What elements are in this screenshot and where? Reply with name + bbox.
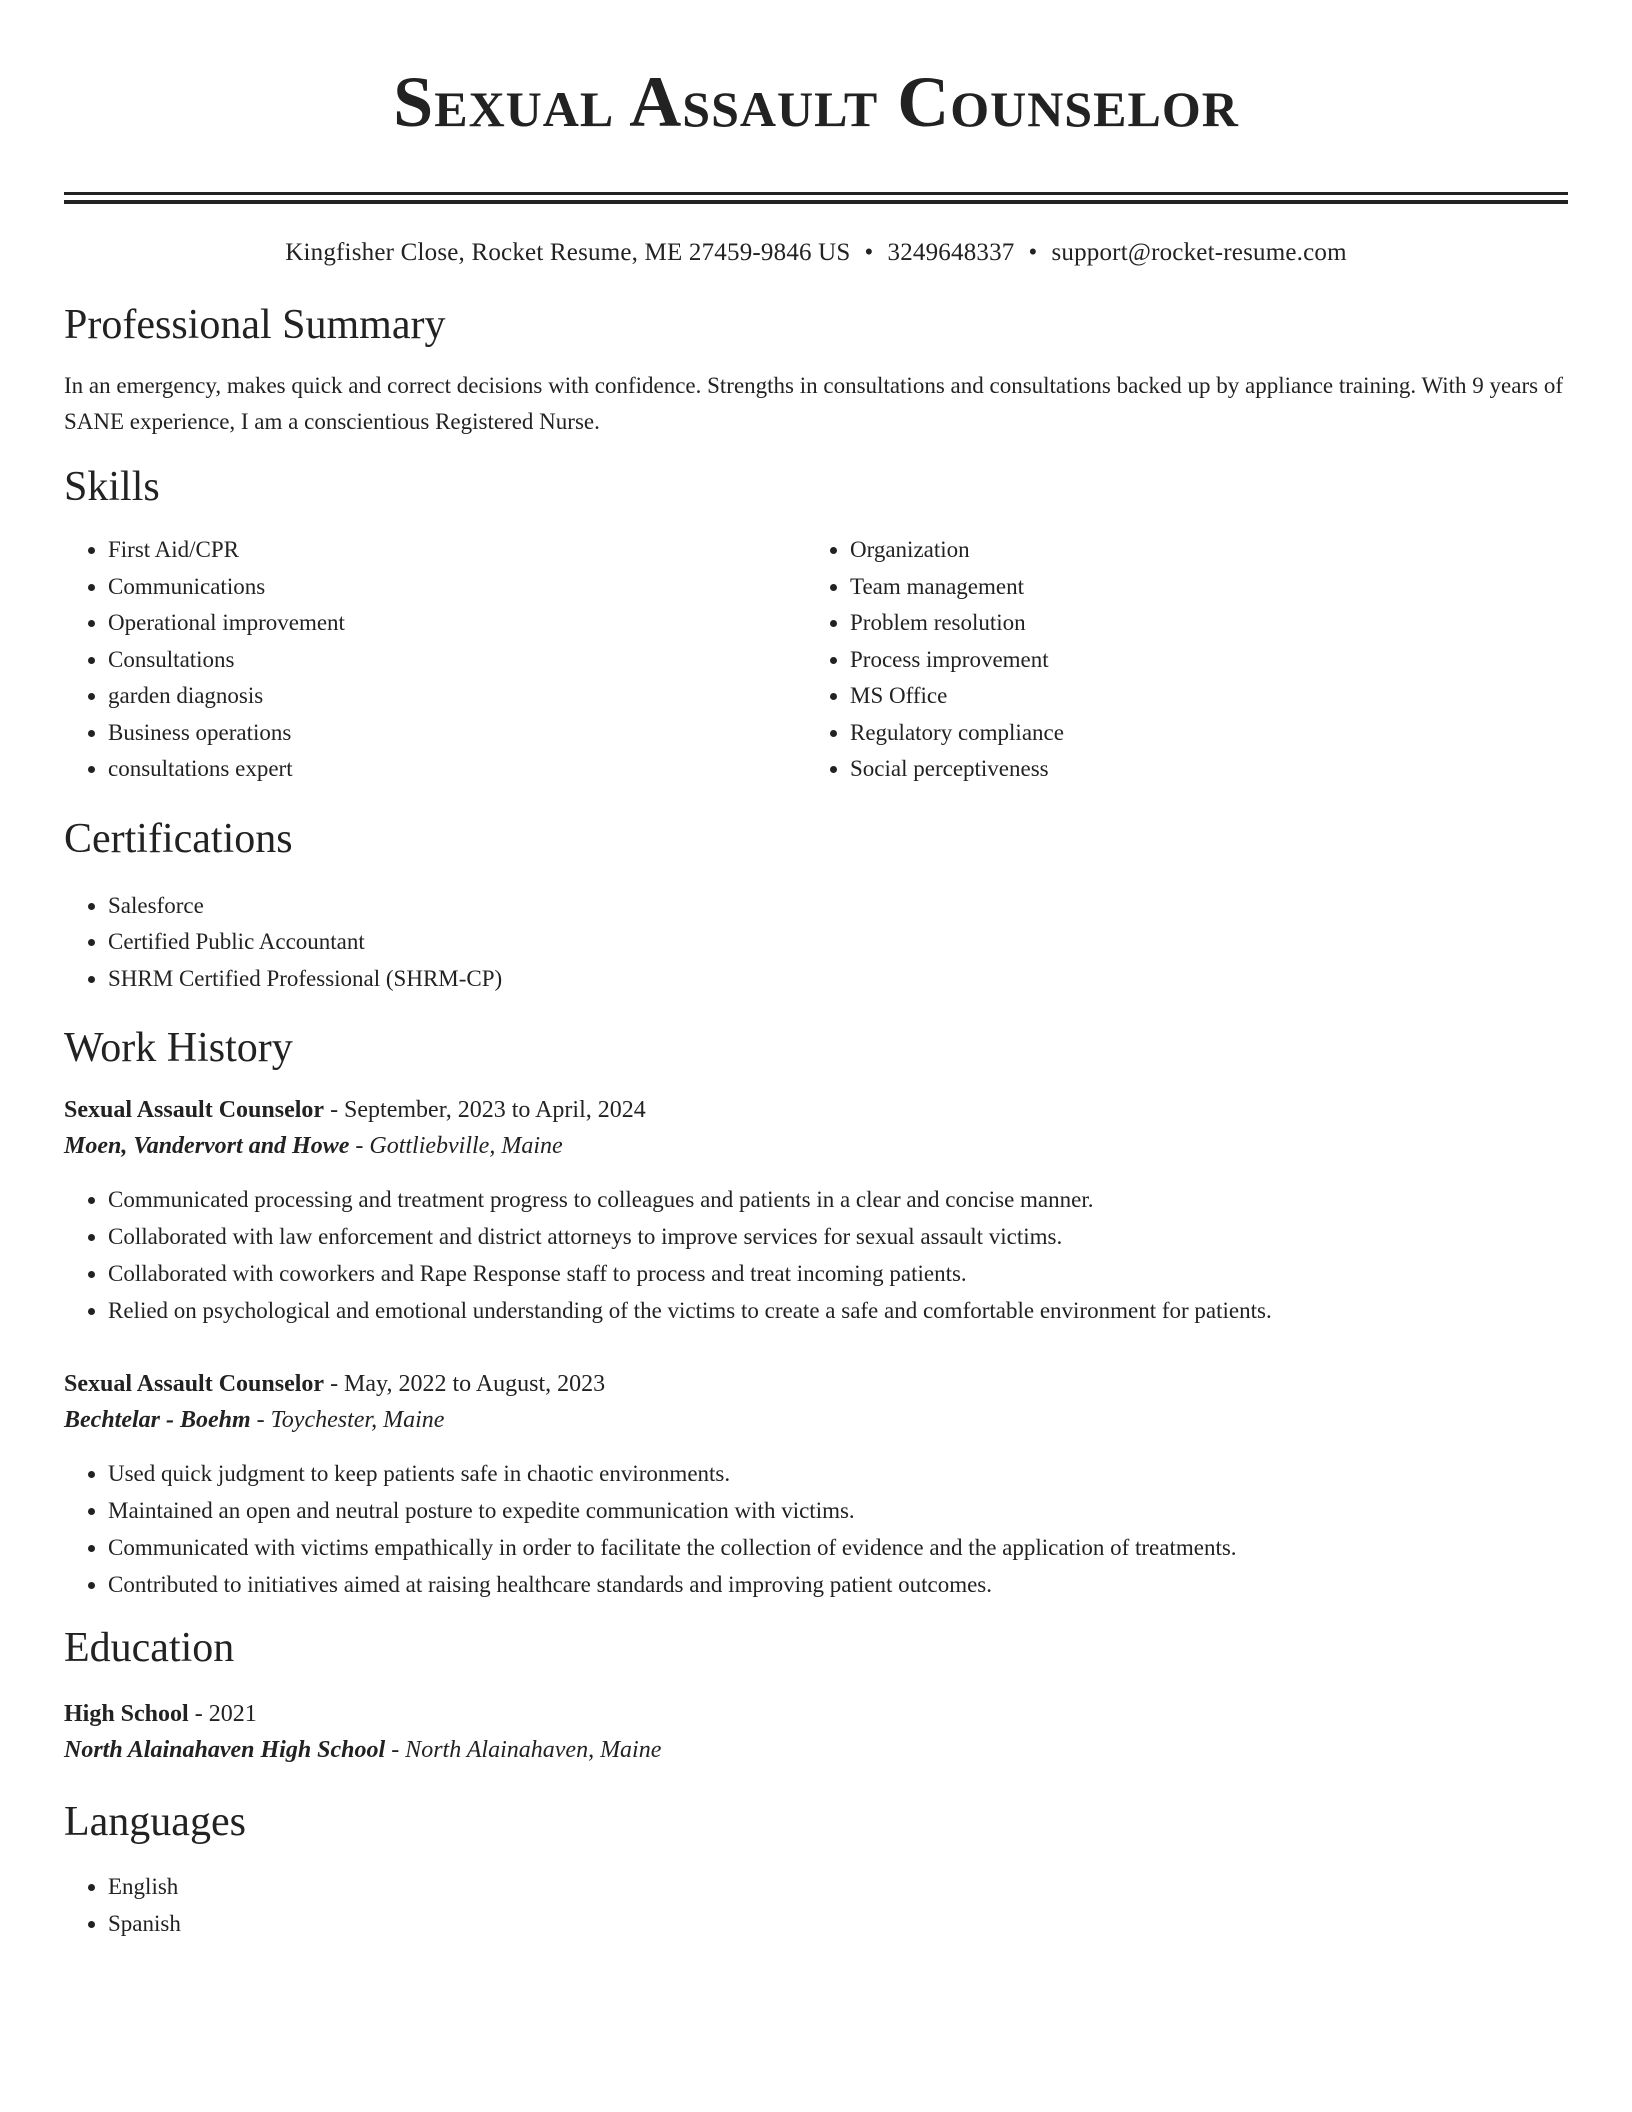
job-bullet: • Maintained an open and neutral posture to expedite communication with victims. bbox=[108, 1492, 1568, 1529]
skill-item: • Team management bbox=[850, 569, 1548, 606]
skill-item: • consultations expert bbox=[108, 751, 806, 788]
skill-item: • Regulatory compliance bbox=[850, 715, 1548, 752]
section-heading-skills: Skills bbox=[64, 464, 160, 510]
job-company-line bbox=[64, 1127, 1568, 1165]
section-heading-languages: Languages bbox=[64, 1799, 246, 1845]
education-entry bbox=[64, 1697, 1568, 1769]
job-dates: - May, 2022 to August, 2023 bbox=[324, 1371, 606, 1397]
job-bullet: • Collaborated with coworkers and Rape Response staff to process and treat incoming patients. bbox=[108, 1255, 1568, 1292]
section-heading-summary: Professional Summary bbox=[64, 302, 446, 348]
languages-list bbox=[64, 1869, 1568, 1942]
resume-page bbox=[64, 0, 1568, 1942]
skill-item: • MS Office bbox=[850, 678, 1548, 715]
skill-item: • Social perceptiveness bbox=[850, 751, 1548, 788]
education-year: - 2021 bbox=[188, 1701, 257, 1727]
skill-item: • garden diagnosis bbox=[108, 678, 806, 715]
job-bullet: • Used quick judgment to keep patients safe in chaotic environments. bbox=[108, 1455, 1568, 1492]
job-title-line bbox=[64, 1367, 1568, 1401]
certification-item: • Certified Public Accountant bbox=[108, 924, 1568, 961]
skills-columns bbox=[64, 532, 1568, 788]
contact-address: Kingfisher Close, Rocket Resume, ME 27459-9846 US bbox=[285, 239, 851, 266]
contact-separator: • bbox=[1028, 239, 1038, 266]
skill-item: • First Aid/CPR bbox=[108, 532, 806, 569]
education-school-line bbox=[64, 1731, 1568, 1769]
language-item: • English bbox=[108, 1869, 1568, 1906]
contact-email: support@rocket-resume.com bbox=[1051, 239, 1347, 266]
job-title: Sexual Assault Counselor bbox=[64, 1097, 325, 1123]
job-location: - Gottliebville, Maine bbox=[349, 1133, 563, 1159]
education-school: North Alainahaven High School bbox=[64, 1737, 386, 1763]
certification-item: • Salesforce bbox=[108, 888, 1568, 925]
title-double-rule bbox=[64, 192, 1568, 204]
certification-item: • SHRM Certified Professional (SHRM-CP) bbox=[108, 961, 1568, 998]
job-title-line bbox=[64, 1093, 1568, 1127]
job-company-line bbox=[64, 1401, 1568, 1439]
section-heading-education: Education bbox=[64, 1625, 235, 1671]
education-location: - North Alainahaven, Maine bbox=[385, 1737, 662, 1763]
job-company: Moen, Vandervort and Howe bbox=[64, 1133, 350, 1159]
certifications-list bbox=[64, 888, 1568, 998]
skill-item: • Process improvement bbox=[850, 642, 1548, 679]
summary-text: In an emergency, makes quick and correct decisions with confidence. Strengths in consultations and consultations backed up by appliance training. With 9 years of SANE experience, I am a conscientious Registered Nurse. bbox=[64, 373, 1563, 434]
job-title: Sexual Assault Counselor bbox=[64, 1371, 325, 1397]
skill-item: • Operational improvement bbox=[108, 605, 806, 642]
job-company: Bechtelar - Boehm bbox=[64, 1407, 251, 1433]
job-bullet: • Communicated with victims empathically in order to facilitate the collection of evidence and the application of treatments. bbox=[108, 1529, 1568, 1566]
skill-item: • Business operations bbox=[108, 715, 806, 752]
skills-column-right bbox=[806, 532, 1548, 788]
section-heading-certifications: Certifications bbox=[64, 815, 293, 862]
job-entry bbox=[64, 1367, 1568, 1603]
job-bullet: • Contributed to initiatives aimed at raising healthcare standards and improving patient outcomes. bbox=[108, 1566, 1568, 1603]
skills-list-left bbox=[64, 532, 806, 788]
job-bullet: • Collaborated with law enforcement and district attorneys to improve services for sexual assault victims. bbox=[108, 1218, 1568, 1255]
contact-line bbox=[64, 238, 1568, 268]
job-location: - Toychester, Maine bbox=[250, 1407, 445, 1433]
job-dates: - September, 2023 to April, 2024 bbox=[324, 1097, 646, 1123]
job-bullet: • Communicated processing and treatment progress to colleagues and patients in a clear and concise manner. bbox=[108, 1181, 1568, 1218]
job-entry bbox=[64, 1093, 1568, 1329]
section-heading-work-history: Work History bbox=[64, 1025, 293, 1071]
contact-phone: 3249648337 bbox=[887, 239, 1015, 266]
skills-column-left bbox=[64, 532, 806, 788]
job-bullet-list bbox=[64, 1455, 1568, 1603]
skill-item: • Organization bbox=[850, 532, 1548, 569]
job-bullet-list bbox=[64, 1181, 1568, 1329]
education-degree-line bbox=[64, 1697, 1568, 1731]
skill-item: • Problem resolution bbox=[850, 605, 1548, 642]
contact-separator: • bbox=[864, 239, 874, 266]
education-degree: High School bbox=[64, 1701, 189, 1727]
skill-item: • Communications bbox=[108, 569, 806, 606]
resume-title: Sexual Assault Counselor bbox=[393, 62, 1239, 142]
job-bullet: • Relied on psychological and emotional understanding of the victims to create a safe and comfortable environment for patients. bbox=[108, 1292, 1568, 1329]
language-item: • Spanish bbox=[108, 1906, 1568, 1943]
skills-list-right bbox=[806, 532, 1548, 788]
skill-item: • Consultations bbox=[108, 642, 806, 679]
